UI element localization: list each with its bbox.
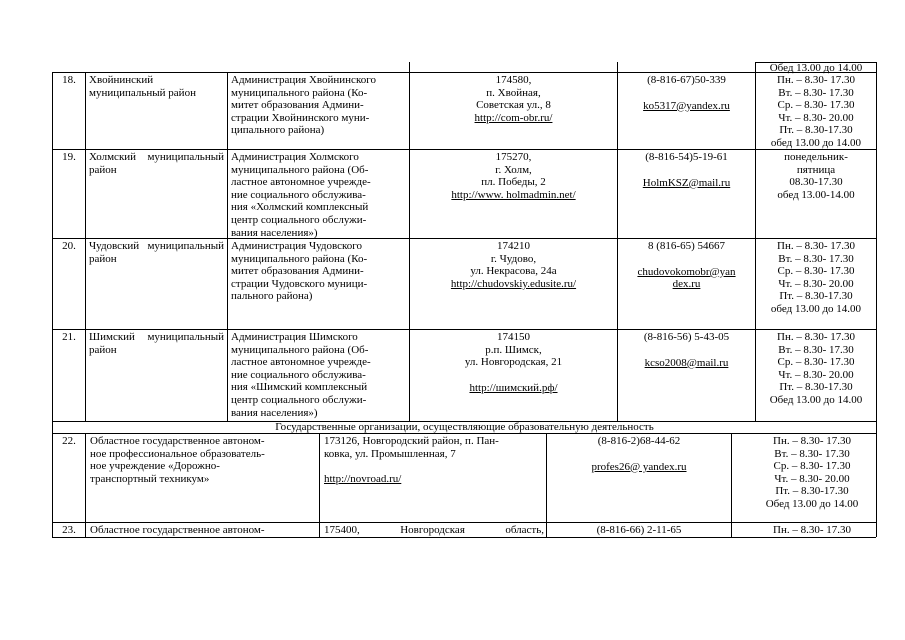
schedule-cell: Пн. – 8.30- 17.30: [773, 524, 851, 536]
address-cell: 173126, Новгородский район, п. Пан- ковка, ул. Промышленная, 7 http://novroad.ru/: [324, 435, 544, 486]
rule: [876, 421, 877, 433]
contact-cell: [547, 435, 731, 473]
phone: (8-816-54)5-19-61: [645, 151, 728, 163]
row-number: 22.: [62, 435, 76, 447]
row-number: 19.: [62, 151, 76, 163]
rule: [876, 433, 877, 537]
rule: [85, 433, 86, 537]
website-link[interactable]: http://chudovskiy.edusite.ru/: [450, 277, 577, 290]
section-header: Государственные организации, осуществляющие образовательную деятельность: [275, 421, 654, 433]
address-cell: 174150 р.п. Шимск, ул. Новгородская, 21 http://шимский.рф/: [410, 331, 617, 394]
address-cell: 174210 г. Чудово, ул. Некрасова, 24а http://chudovskiy.edusite.ru/: [410, 240, 617, 290]
organization-name: Областное государственное автоном-: [90, 524, 265, 536]
email-link[interactable]: profes26@ yandex.ru: [591, 460, 687, 473]
contact-cell: [618, 151, 755, 189]
email-link[interactable]: ko5317@yandex.ru: [643, 99, 730, 112]
district-name: Чудовский муниципальный район: [89, 240, 224, 265]
rule: [319, 433, 320, 537]
administration-cell: Администрация Хвойнинского муниципального района (Ко- митет образования Админи- страции Хвойнинского муни- ципального района): [231, 74, 376, 137]
rule: [876, 62, 877, 421]
phone: (8-816-66) 2-11-65: [596, 524, 682, 536]
rule: [52, 537, 876, 538]
schedule-cell: Пн. – 8.30- 17.30 Вт. – 8.30- 17.30 Ср. – 8.30- 17.30 Чт. – 8.30- 20.00 Пт. – 8.30-17.30 обед 13.00 до 14.00: [770, 74, 862, 149]
schedule-cell: Пн. – 8.30- 17.30 Вт. – 8.30- 17.30 Ср. – 8.30- 17.30 Чт. – 8.30- 20.00 Пт. – 8.30-17.30 обед 13.00 до 14.00: [770, 240, 862, 315]
rule: [731, 433, 732, 537]
contact-cell: [618, 331, 755, 369]
email-link[interactable]: HolmKSZ@mail.ru: [642, 176, 731, 189]
website-link[interactable]: http://com-obr.ru/: [474, 111, 553, 124]
organization-name: Областное государственное автоном- ное профессиональное образователь- ное учреждение «Дорожно- транспортный техникум»: [90, 435, 265, 485]
rule: [85, 72, 86, 421]
address-cell: 175400, Новгородская область,: [324, 524, 544, 536]
district-name: Шимский муниципальный район: [89, 331, 224, 356]
website-link[interactable]: http://www. holmadmin.net/: [451, 188, 576, 201]
phone: (8-816-67)50-339: [647, 74, 726, 86]
rule: [52, 72, 876, 73]
rule: [227, 72, 228, 421]
row-number: 21.: [62, 331, 76, 343]
district-name: Холмский муниципальный район: [89, 151, 224, 176]
row-number: 20.: [62, 240, 76, 252]
administration-cell: Администрация Чудовского муниципального района (Ко- митет образования Админи- страции Чудовского муници- пального района): [231, 240, 368, 303]
rule: [52, 522, 876, 523]
district-name: Хвойнинский муниципальный район: [89, 74, 196, 99]
rule: [52, 149, 876, 150]
phone: (8-816-56) 5-43-05: [643, 331, 730, 343]
website-link[interactable]: http://novroad.ru/: [324, 473, 402, 486]
row-number: 18.: [62, 74, 76, 86]
schedule-cell: Пн. – 8.30- 17.30 Вт. – 8.30- 17.30 Ср. – 8.30- 17.30 Чт. – 8.30- 20.00 Пт. – 8.30-17.30 Обед 13.00 до 14.00: [765, 435, 859, 510]
contact-cell: [618, 240, 755, 291]
phone: (8-816-2)68-44-62: [597, 435, 681, 447]
rule: [52, 238, 876, 239]
email-link[interactable]: chudovokomobr@yan dex.ru: [637, 265, 736, 291]
schedule-cell: Обед 13.00 до 14.00: [769, 62, 863, 74]
address-cell: 175270, г. Холм, пл. Победы, 2 http://www. holmadmin.net/: [410, 151, 617, 201]
administration-cell: Администрация Шимского муниципального района (Об- ластное автономное учрежде- ние социального обслужива- ния «Шимский комплексный центр социального обслужи- вания населения»): [231, 331, 371, 419]
address-cell: 174580, п. Хвойная, Советская ул., 8 http://com-obr.ru/: [410, 74, 617, 124]
administration-cell: Администрация Холмского муниципального района (Об- ластное автономное учрежде- ние социального обслужива- ния «Холмский комплексный центр социального обслужи- вания населения»): [231, 151, 371, 239]
schedule-cell: понедельник- пятница 08.30-17.30 обед 13.00-14.00: [777, 151, 855, 201]
rule: [52, 433, 53, 537]
schedule-cell: Пн. – 8.30- 17.30 Вт. – 8.30- 17.30 Ср. – 8.30- 17.30 Чт. – 8.30- 20.00 Пт. – 8.30-17.30 Обед 13.00 до 14.00: [769, 331, 863, 406]
contact-cell: [618, 74, 755, 112]
rule: [52, 329, 876, 330]
website-link[interactable]: http://шимский.рф/: [469, 381, 558, 394]
email-link[interactable]: kcso2008@mail.ru: [644, 356, 729, 369]
row-number: 23.: [62, 524, 76, 536]
phone: 8 (816-65) 54667: [648, 240, 725, 252]
